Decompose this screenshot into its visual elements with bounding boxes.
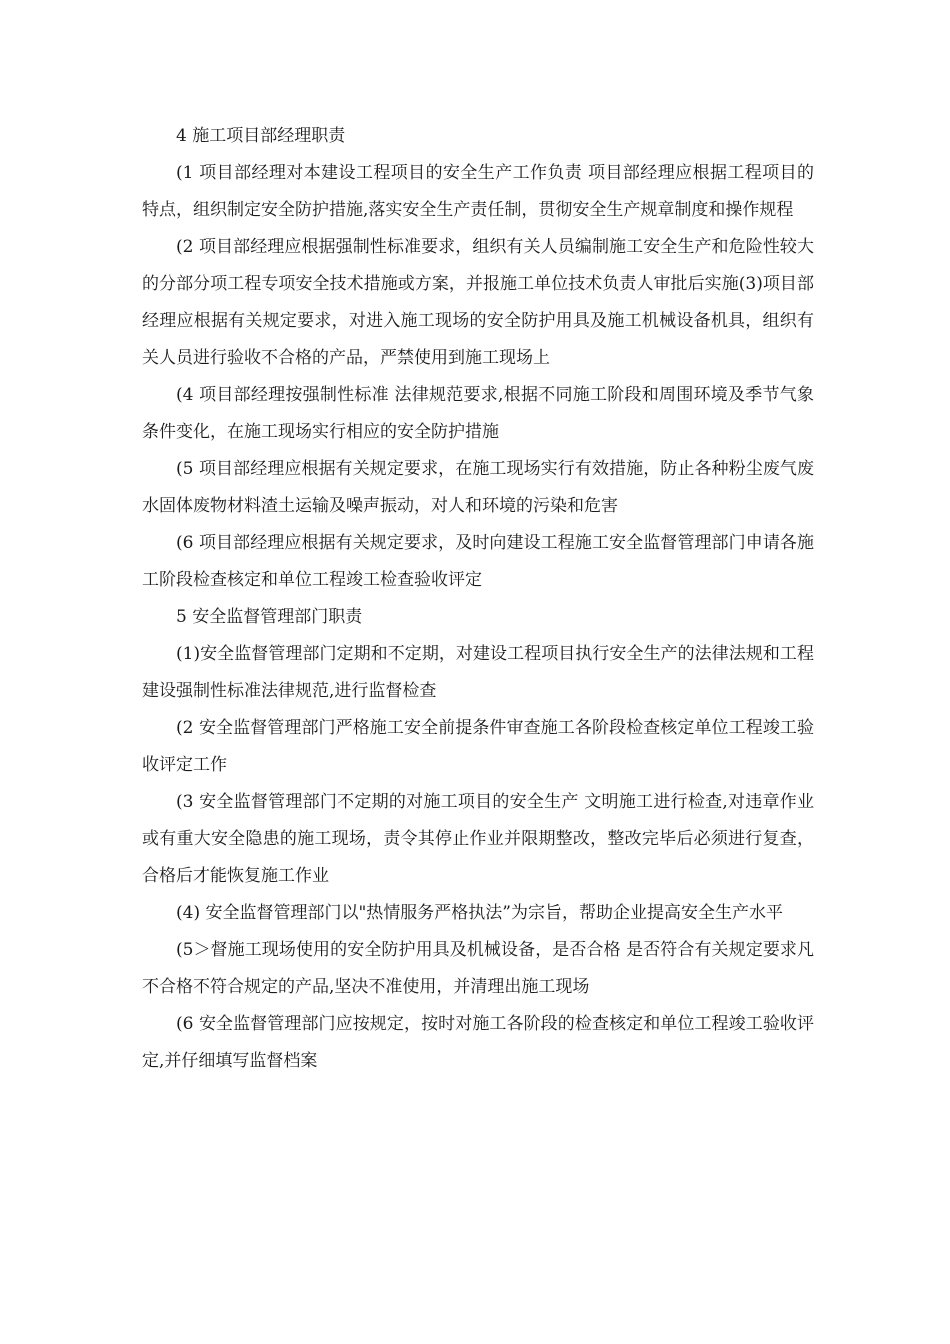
section-4-item-1: (1 项目部经理对本建设工程项目的安全生产工作负责 项目部经理应根据工程项目的特点，组织制定安全防护措施,落实安全生产责任制，贯彻安全生产规章制度和操作规程	[142, 163, 814, 220]
section-4-item-6: (6 项目部经理应根据有关规定要求，及时向建设工程施工安全监督管理部门申请各施工阶段检查核定和单位工程竣工检查验收评定	[142, 533, 814, 590]
section-5-item-5: (5＞督施工现场使用的安全防护用具及机械设备，是否合格 是否符合有关规定要求凡不合格不符合规定的产品,坚决不准使用，并清理出施工现场	[142, 940, 814, 997]
section-4-item-5: (5 项目部经理应根据有关规定要求，在施工现场实行有效措施，防止各种粉尘废气废水固体废物材料渣土运输及噪声振动，对人和环境的污染和危害	[142, 459, 814, 516]
section-5-item-1: (1)安全监督管理部门定期和不定期，对建设工程项目执行安全生产的法律法规和工程建设强制性标准法律规范,进行监督检查	[142, 644, 814, 701]
section-4-item-2: (2 项目部经理应根据强制性标准要求，组织有关人员编制施工安全生产和危险性较大的分部分项工程专项安全技术措施或方案，并报施工单位技术负责人审批后实施(3)项目部经理应根据有关规定要求，对进入施工现场的安全防护用具及施工机械设备机具，组织有关人员进行验收不合格的产品，严禁使用到施工现场上	[142, 237, 814, 368]
section-5-item-3: (3 安全监督管理部门不定期的对施工项目的安全生产 文明施工进行检查,对违章作业或有重大安全隐患的施工现场，责令其停止作业并限期整改，整改完毕后必须进行复查，合格后才能恢复施工作业	[142, 792, 814, 886]
section-4-heading: 4 施工项目部经理职责	[176, 126, 346, 146]
section-5-item-6: (6 安全监督管理部门应按规定，按时对施工各阶段的检查核定和单位工程竣工验收评定,并仔细填写监督档案	[142, 1014, 814, 1071]
section-5-heading: 5 安全监督管理部门职责	[176, 607, 363, 627]
section-4-item-4: (4 项目部经理按强制性标准 法律规范要求,根据不同施工阶段和周围环境及季节气象条件变化，在施工现场实行相应的安全防护措施	[142, 385, 814, 442]
document-body	[142, 118, 814, 1080]
section-5-item-2: (2 安全监督管理部门严格施工安全前提条件审查施工各阶段检查核定单位工程竣工验收评定工作	[142, 718, 814, 775]
section-5-item-4: (4) 安全监督管理部门以"热情服务严格执法”为宗旨，帮助企业提高安全生产水平	[176, 903, 783, 923]
